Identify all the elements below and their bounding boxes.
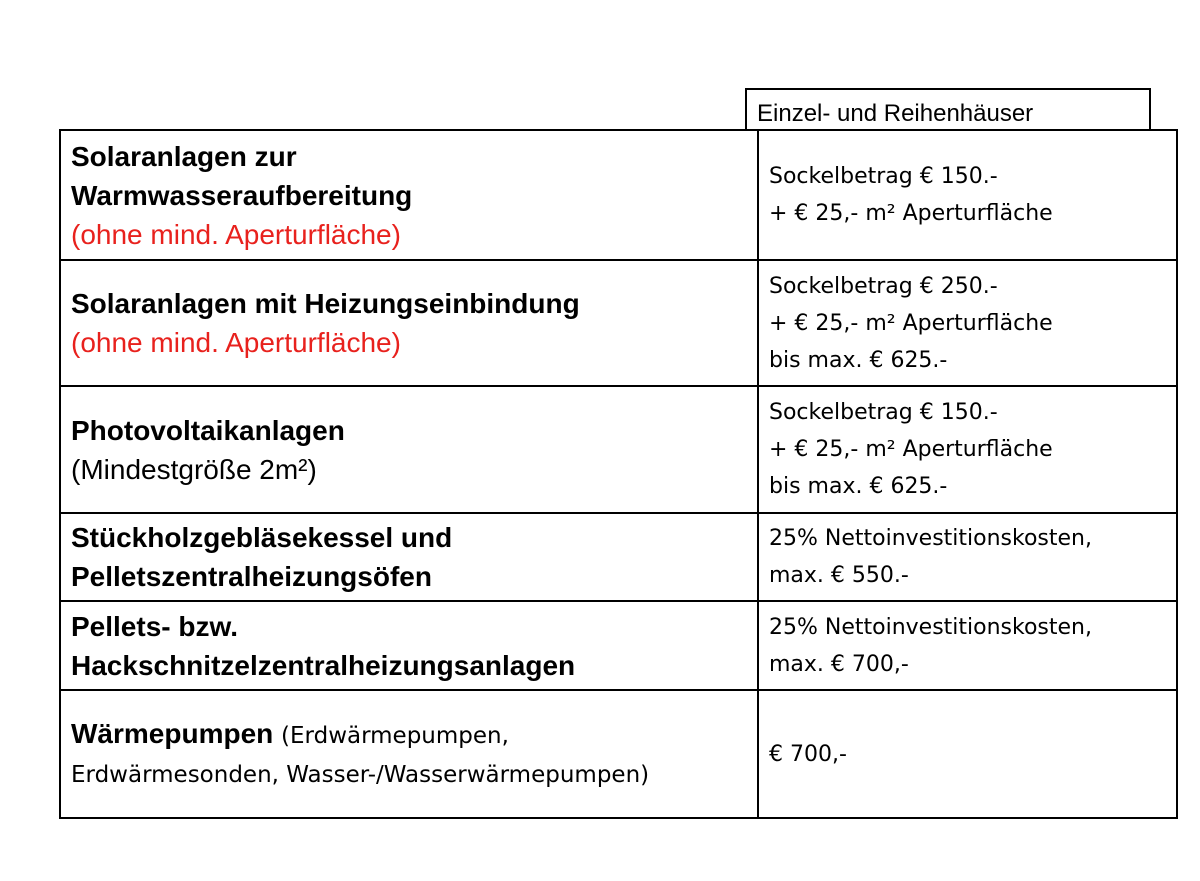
amount-line: Sockelbetrag € 150.- [769, 400, 998, 425]
measure-cell [60, 260, 758, 386]
amount-line: 25% Nettoinvestitionskosten, [769, 526, 1092, 551]
amount-line: € 700,- [769, 741, 847, 767]
measure-cell [60, 386, 758, 513]
measure-title: Solaranlagen mit Heizungseinbindung [71, 288, 580, 319]
table-row [60, 513, 1177, 601]
subsidy-table [59, 129, 1178, 819]
measure-title: Wärmepumpen [71, 717, 274, 749]
amount-cell [758, 386, 1177, 513]
amount-cell [758, 513, 1177, 601]
measure-note: (Mindestgröße 2m²) [71, 453, 317, 485]
measure-note: (ohne mind. Aperturfläche) [71, 218, 401, 250]
measure-cell [60, 513, 758, 601]
table-row [60, 601, 1177, 690]
measure-title: Warmwasseraufbereitung [71, 179, 413, 211]
amount-line: bis max. € 625.- [769, 474, 948, 499]
amount-line: + € 25,- m² Aperturfläche [769, 310, 1053, 336]
measure-note: (Erdwärmepumpen, [281, 722, 509, 749]
measure-cell [60, 130, 758, 260]
amount-line: + € 25,- m² Aperturfläche [769, 437, 1053, 462]
amount-line: 25% Nettoinvestitionskosten, [769, 614, 1092, 640]
subsidy-table-frame [59, 88, 1152, 817]
measure-note: Erdwärmesonden, Wasser-/Wasserwärmepumpen) [71, 761, 650, 788]
measure-title: Stückholzgebläsekessel und [71, 522, 453, 553]
measure-title: Solaranlagen zur [71, 140, 297, 172]
measure-title: Pelletszentralheizungsöfen [71, 561, 432, 592]
measure-cell [60, 690, 758, 818]
amount-cell [758, 601, 1177, 690]
measure-title: Photovoltaikanlagen [71, 414, 345, 446]
measure-title: Pellets- bzw. [71, 610, 239, 642]
table-row [60, 260, 1177, 386]
amount-cell [758, 260, 1177, 386]
amount-line: max. € 700,- [769, 651, 909, 677]
table-row [60, 690, 1177, 818]
measure-title: Hackschnitzelzentralheizungsanlagen [71, 649, 576, 681]
amount-line: max. € 550.- [769, 563, 909, 588]
measure-cell [60, 601, 758, 690]
column-header: Einzel- und Reihenhäuser [745, 88, 1151, 129]
table-row [60, 386, 1177, 513]
measure-note: (ohne mind. Aperturfläche) [71, 327, 401, 358]
table-row [60, 130, 1177, 260]
amount-cell [758, 130, 1177, 260]
amount-line: bis max. € 625.- [769, 347, 948, 373]
amount-line: + € 25,- m² Aperturfläche [769, 201, 1053, 226]
amount-line: Sockelbetrag € 150.- [769, 164, 998, 189]
amount-line: Sockelbetrag € 250.- [769, 273, 998, 299]
amount-cell [758, 690, 1177, 818]
